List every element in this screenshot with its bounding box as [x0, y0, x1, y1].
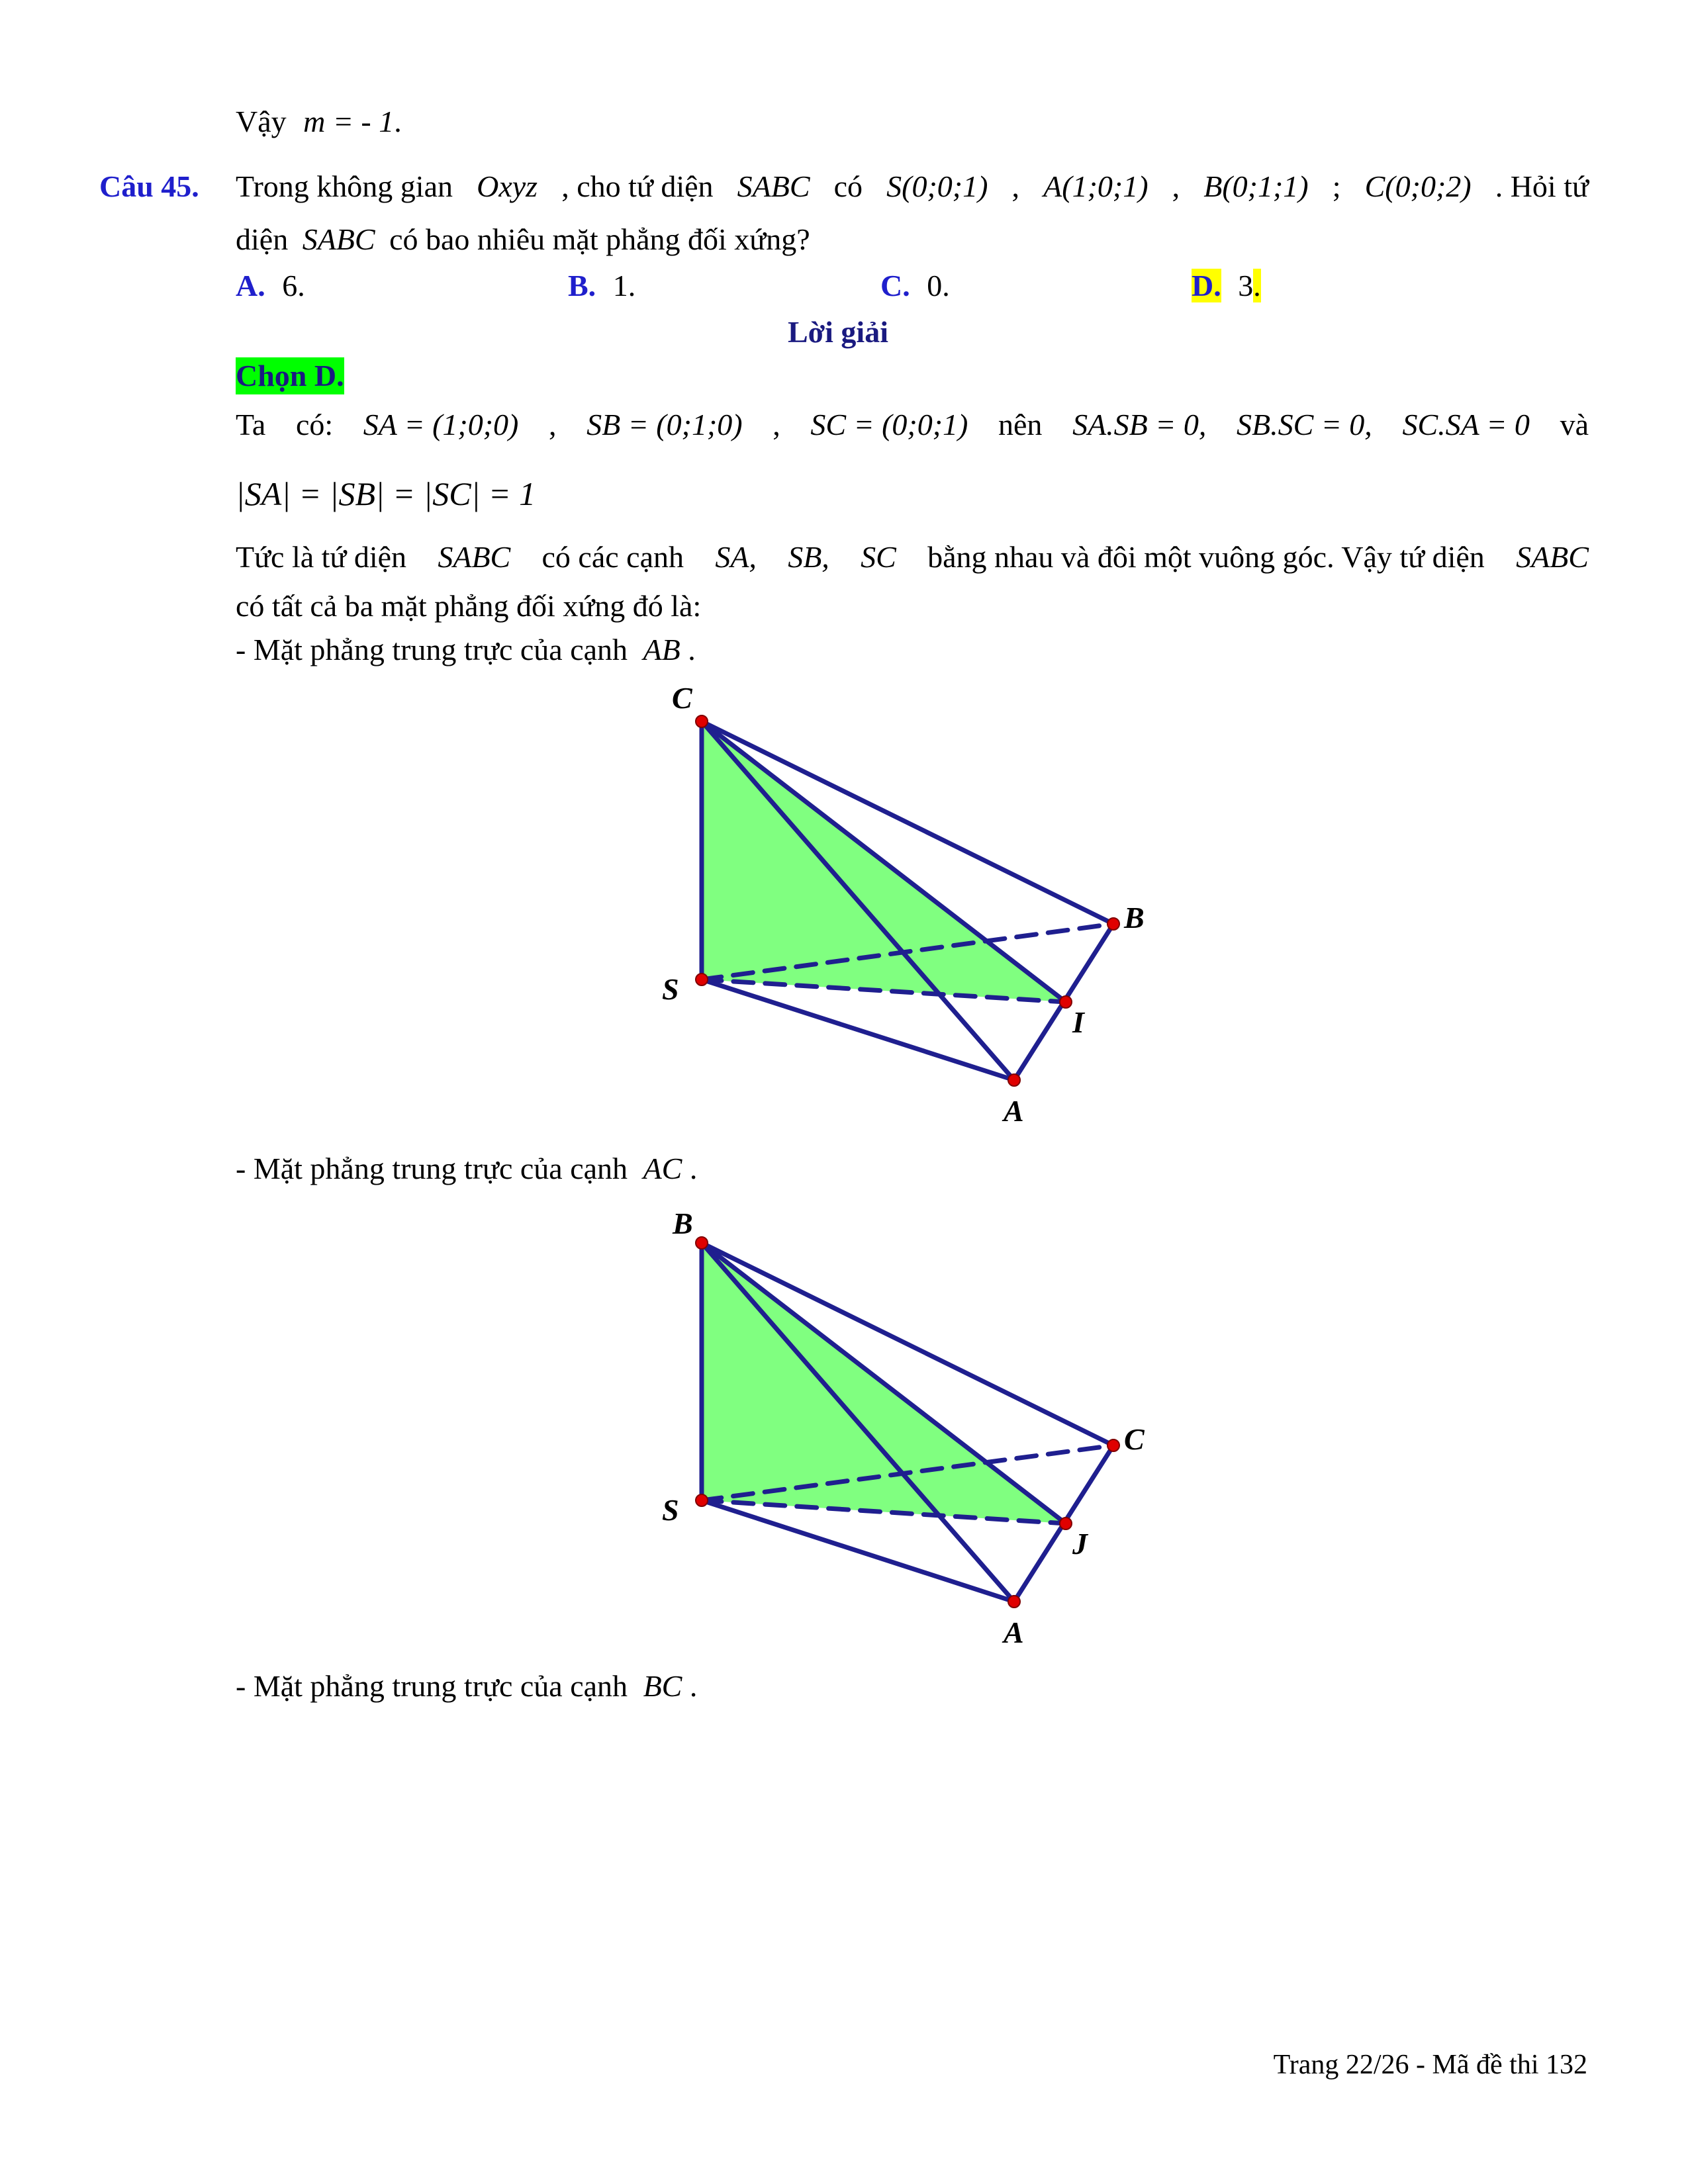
question-line-2	[236, 221, 810, 258]
plane-ab-dot: .	[688, 633, 696, 666]
s1-comma-1: ,	[549, 408, 557, 441]
s1-text-ta: Ta	[236, 408, 266, 441]
question-label: Câu 45.	[99, 169, 199, 203]
q2-text-1: diện	[236, 222, 289, 256]
q1-math-s: S(0;0;1)	[886, 169, 988, 203]
q1-math-oxyz: Oxyz	[477, 169, 538, 203]
q1-semicolon: ;	[1332, 169, 1341, 203]
label-b: B	[1124, 901, 1145, 934]
s3-text-3: bằng nhau và đôi một vuông góc. Vậy tứ diện	[927, 540, 1485, 574]
option-a-key: A.	[236, 269, 265, 302]
tetrahedron-figure-1	[649, 682, 1165, 1158]
s3-text-1: Tức là tứ diện	[236, 540, 407, 574]
option-a	[236, 267, 305, 304]
s3-math-sa: SA,	[715, 540, 757, 574]
s1-vector-sa: SA = (1;0;0)	[363, 408, 519, 441]
plane-ab-desc: - Mặt phẳng trung trực của cạnh	[236, 633, 628, 666]
page-footer: Trang 22/26 - Mã đề thi 132	[1273, 2050, 1587, 2080]
q2-math-sabc: SABC	[302, 222, 375, 256]
q1-comma-2: ,	[1172, 169, 1180, 203]
solution-title: Lời giải	[788, 315, 888, 349]
option-d	[1192, 267, 1261, 304]
q1-math-b: B(0;1;1)	[1203, 169, 1309, 203]
label-s: S	[662, 972, 679, 1006]
option-b-value: 1	[612, 269, 628, 302]
plane-ac-dot: .	[689, 1152, 698, 1185]
s1-comma-2: ,	[773, 408, 780, 441]
question-line-1	[236, 168, 1589, 205]
q1-text-2: , cho tứ diện	[561, 169, 714, 203]
option-d-value: 3	[1238, 269, 1254, 302]
solution-magnitudes: |SA| = |SB| = |SC| = 1	[236, 475, 536, 512]
previous-answer-tail: .	[394, 105, 402, 138]
s1-vector-sc: SC = (0;0;1)	[810, 408, 968, 441]
q1-math-a: A(1;0;1)	[1043, 169, 1149, 203]
option-a-value: 6	[282, 269, 298, 302]
plane-ab-edge: AB	[643, 633, 680, 666]
s3-text-2: có các cạnh	[541, 540, 684, 574]
s1-vector-sb: SB = (0;1;0)	[586, 408, 743, 441]
label-c: C	[1124, 1422, 1145, 1456]
previous-answer-math: m = - 1	[303, 105, 395, 138]
label-j: J	[1072, 1527, 1088, 1561]
q1-text-3: có	[833, 169, 863, 203]
solution-line-4: có tất cả ba mặt phẳng đối xứng đó là:	[236, 589, 702, 623]
option-b-dot: .	[628, 269, 636, 302]
option-a-dot: .	[297, 269, 305, 302]
option-c-key: C.	[880, 269, 910, 302]
option-c	[880, 267, 950, 304]
plane-bc-desc: - Mặt phẳng trung trực của cạnh	[236, 1669, 628, 1703]
plane-ac-desc: - Mặt phẳng trung trực của cạnh	[236, 1152, 628, 1185]
s3-math-sabc-2: SABC	[1516, 540, 1589, 574]
q1-text-1: Trong không gian	[236, 169, 453, 203]
plane-ab-text	[236, 631, 696, 668]
label-s: S	[662, 1493, 679, 1527]
label-a: A	[1004, 1094, 1024, 1128]
plane-bc-edge: BC	[643, 1669, 682, 1703]
chosen-answer: Chọn D.	[236, 357, 344, 394]
q1-text-4: . Hỏi tứ	[1495, 169, 1589, 203]
solution-line-3	[236, 539, 1589, 576]
plane-ac-edge: AC	[643, 1152, 682, 1185]
s1-text-nen: nên	[998, 408, 1043, 441]
q1-math-sabc: SABC	[737, 169, 810, 203]
s1-dot-sc-sa: SC.SA = 0	[1402, 408, 1530, 441]
s3-math-sabc: SABC	[438, 540, 511, 574]
s3-math-sb: SB,	[788, 540, 829, 574]
label-a: A	[1004, 1615, 1024, 1649]
s1-text-va: và	[1560, 408, 1589, 441]
option-b-key: B.	[568, 269, 596, 302]
label-c: C	[672, 681, 692, 715]
tetrahedron-figure-2	[649, 1199, 1165, 1676]
q2-text-2: có bao nhiêu mặt phẳng đối xứng?	[389, 222, 810, 256]
option-c-value: 0	[927, 269, 943, 302]
plane-ac-text	[236, 1150, 697, 1187]
s1-dot-sa-sb: SA.SB = 0,	[1072, 408, 1207, 441]
s1-dot-sb-sc: SB.SC = 0,	[1236, 408, 1372, 441]
option-d-key: D.	[1192, 269, 1221, 302]
option-d-dot: .	[1253, 269, 1261, 302]
plane-bc-dot: .	[689, 1669, 698, 1703]
option-c-dot: .	[942, 269, 950, 302]
plane-bc-text	[236, 1668, 697, 1705]
label-b: B	[673, 1206, 693, 1240]
solution-line-1	[236, 406, 1589, 443]
q1-comma-1: ,	[1011, 169, 1020, 203]
previous-answer-lead: Vậy	[236, 105, 287, 138]
s3-math-sc: SC	[861, 540, 896, 574]
label-i: I	[1072, 1005, 1084, 1039]
previous-answer	[236, 103, 402, 140]
q1-math-c: C(0;0;2)	[1364, 169, 1472, 203]
option-b	[568, 267, 635, 304]
s1-text-co: có:	[295, 408, 334, 441]
